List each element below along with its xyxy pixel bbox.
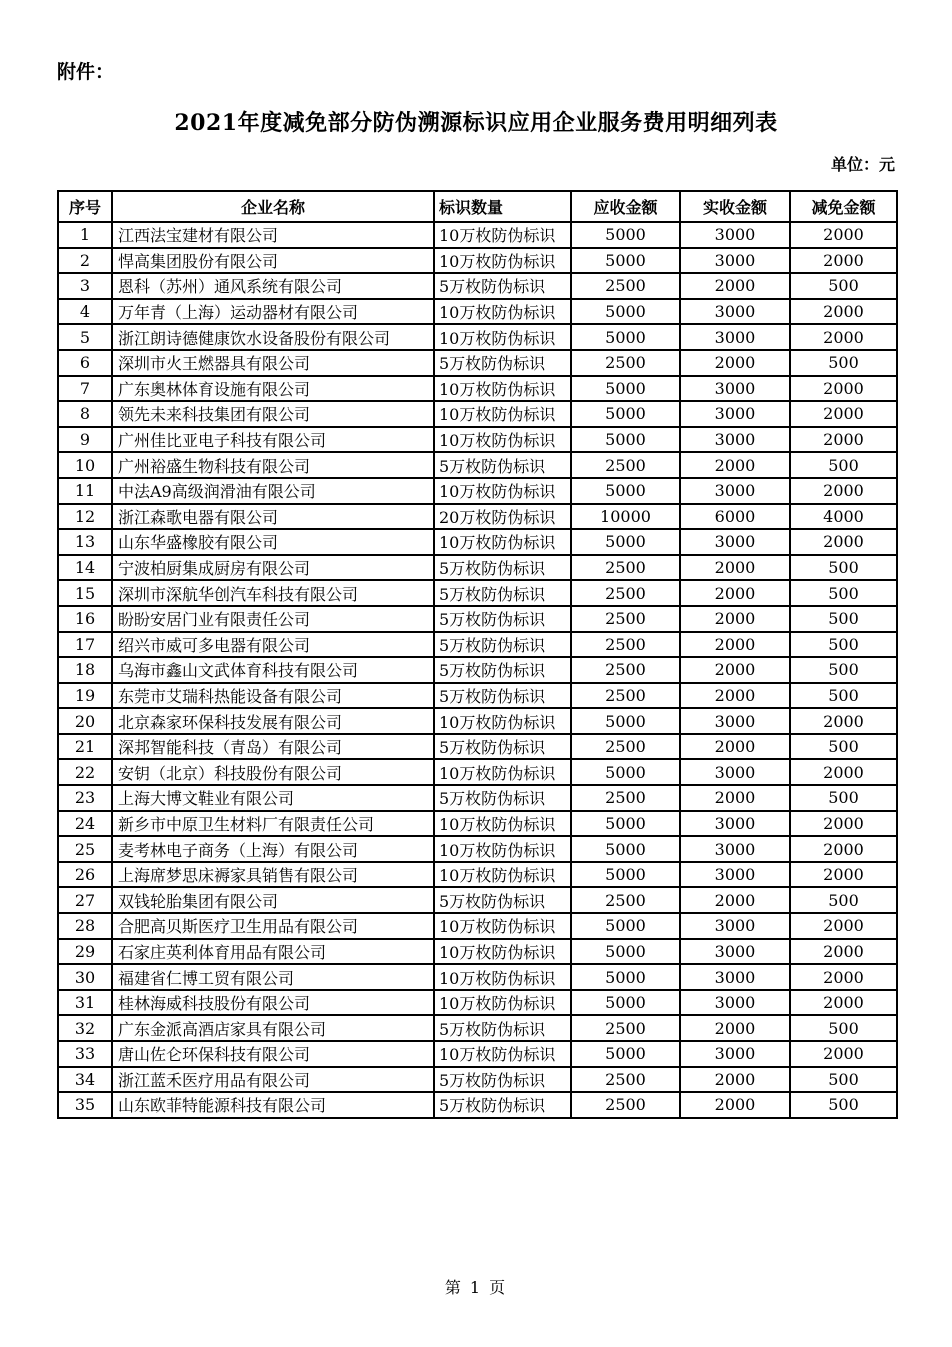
received-amount: 3000 [680,939,790,965]
reduced-amount: 500 [790,657,897,683]
row-number: 15 [58,580,112,606]
reduced-amount: 500 [790,580,897,606]
label-quantity: 10万枚防伪标识 [434,376,571,402]
company-name: 万年青（上海）运动器材有限公司 [112,299,434,325]
page-title: 2021年度减免部分防伪溯源标识应用企业服务费用明细列表 [174,110,778,136]
company-name: 安钥（北京）科技股份有限公司 [112,759,434,785]
receivable-amount: 5000 [571,529,680,555]
receivable-amount: 5000 [571,759,680,785]
company-name: 盼盼安居门业有限责任公司 [112,606,434,632]
row-number: 2 [58,248,112,274]
reduced-amount: 2000 [790,862,897,888]
table-row [58,759,897,785]
table-row [58,1041,897,1067]
receivable-amount: 5000 [571,324,680,350]
reduced-amount: 2000 [790,376,897,402]
row-number: 3 [58,273,112,299]
reduced-amount: 2000 [790,324,897,350]
received-amount: 3000 [680,324,790,350]
label-quantity: 10万枚防伪标识 [434,964,571,990]
table-row [58,836,897,862]
receivable-amount: 2500 [571,580,680,606]
label-quantity: 5万枚防伪标识 [434,1015,571,1041]
receivable-amount: 5000 [571,299,680,325]
company-name: 领先未来科技集团有限公司 [112,401,434,427]
received-amount: 3000 [680,299,790,325]
table-row [58,990,897,1016]
row-number: 22 [58,759,112,785]
received-amount: 2000 [680,887,790,913]
received-amount: 3000 [680,759,790,785]
received-amount: 3000 [680,427,790,453]
row-number: 28 [58,913,112,939]
reduced-amount: 2000 [790,248,897,274]
company-name: 中法A9高级润滑油有限公司 [112,478,434,504]
receivable-amount: 10000 [571,504,680,530]
receivable-amount: 2500 [571,683,680,709]
company-name: 广州佳比亚电子科技有限公司 [112,427,434,453]
row-number: 23 [58,785,112,811]
reduced-amount: 2000 [790,478,897,504]
received-amount: 3000 [680,708,790,734]
table-row [58,632,897,658]
table-row [58,1015,897,1041]
receivable-amount: 5000 [571,376,680,402]
table-row [58,504,897,530]
row-number: 10 [58,452,112,478]
company-name: 北京森家环保科技发展有限公司 [112,708,434,734]
column-header-receivable: 应收金额 [571,191,680,222]
column-header-received: 实收金额 [680,191,790,222]
row-number: 7 [58,376,112,402]
received-amount: 2000 [680,1067,790,1093]
company-name: 广东奥林体育设施有限公司 [112,376,434,402]
row-number: 11 [58,478,112,504]
received-amount: 2000 [680,734,790,760]
received-amount: 2000 [680,606,790,632]
company-name: 山东华盛橡胶有限公司 [112,529,434,555]
label-quantity: 10万枚防伪标识 [434,836,571,862]
row-number: 27 [58,887,112,913]
reduced-amount: 500 [790,350,897,376]
receivable-amount: 2500 [571,1092,680,1118]
company-name: 广东金派高酒店家具有限公司 [112,1015,434,1041]
received-amount: 3000 [680,836,790,862]
column-header-company: 企业名称 [112,191,434,222]
company-name: 深圳市深航华创汽车科技有限公司 [112,580,434,606]
received-amount: 3000 [680,529,790,555]
company-name: 江西法宝建材有限公司 [112,222,434,248]
received-amount: 3000 [680,478,790,504]
company-name: 浙江朗诗德健康饮水设备股份有限公司 [112,324,434,350]
company-name: 上海席梦思床褥家具销售有限公司 [112,862,434,888]
table-row [58,324,897,350]
table-row [58,862,897,888]
company-name: 唐山佐仑环保科技有限公司 [112,1041,434,1067]
header-row [58,191,897,222]
receivable-amount: 5000 [571,427,680,453]
received-amount: 6000 [680,504,790,530]
label-quantity: 10万枚防伪标识 [434,1041,571,1067]
row-number: 1 [58,222,112,248]
reduced-amount: 2000 [790,708,897,734]
received-amount: 3000 [680,1041,790,1067]
label-quantity: 5万枚防伪标识 [434,785,571,811]
reduced-amount: 2000 [790,811,897,837]
table-row [58,606,897,632]
receivable-amount: 2500 [571,452,680,478]
table-row [58,376,897,402]
company-name: 深邦智能科技（青岛）有限公司 [112,734,434,760]
received-amount: 3000 [680,222,790,248]
receivable-amount: 5000 [571,1041,680,1067]
label-quantity: 5万枚防伪标识 [434,606,571,632]
row-number: 31 [58,990,112,1016]
table-row [58,580,897,606]
company-name: 宁波柏厨集成厨房有限公司 [112,555,434,581]
table-row [58,939,897,965]
reduced-amount: 2000 [790,759,897,785]
receivable-amount: 5000 [571,478,680,504]
row-number: 6 [58,350,112,376]
label-quantity: 10万枚防伪标识 [434,299,571,325]
company-name: 东莞市艾瑞科热能设备有限公司 [112,683,434,709]
column-header-quantity: 标识数量 [434,191,571,222]
receivable-amount: 5000 [571,913,680,939]
unit-label: 单位：元 [830,155,895,174]
reduced-amount: 500 [790,632,897,658]
table-row [58,887,897,913]
company-name: 绍兴市威可多电器有限公司 [112,632,434,658]
company-name: 桂林海威科技股份有限公司 [112,990,434,1016]
table-row [58,1092,897,1118]
table-row [58,811,897,837]
table-row [58,708,897,734]
table-row [58,222,897,248]
table-row [58,555,897,581]
receivable-amount: 5000 [571,708,680,734]
page-number: 第 1 页 [444,1278,508,1297]
row-number: 16 [58,606,112,632]
row-number: 25 [58,836,112,862]
label-quantity: 10万枚防伪标识 [434,401,571,427]
reduced-amount: 2000 [790,1041,897,1067]
receivable-amount: 2500 [571,734,680,760]
row-number: 30 [58,964,112,990]
row-number: 12 [58,504,112,530]
table-row [58,734,897,760]
received-amount: 2000 [680,683,790,709]
receivable-amount: 2500 [571,606,680,632]
receivable-amount: 2500 [571,887,680,913]
company-name: 双钱轮胎集团有限公司 [112,887,434,913]
received-amount: 3000 [680,913,790,939]
table-row [58,964,897,990]
reduced-amount: 2000 [790,836,897,862]
company-name: 乌海市鑫山文武体育科技有限公司 [112,657,434,683]
company-name: 麦考林电子商务（上海）有限公司 [112,836,434,862]
receivable-amount: 5000 [571,811,680,837]
receivable-amount: 2500 [571,273,680,299]
label-quantity: 10万枚防伪标识 [434,529,571,555]
row-number: 34 [58,1067,112,1093]
row-number: 4 [58,299,112,325]
label-quantity: 10万枚防伪标识 [434,862,571,888]
reduced-amount: 500 [790,785,897,811]
received-amount: 2000 [680,350,790,376]
fee-table-header [58,191,897,222]
reduced-amount: 2000 [790,913,897,939]
received-amount: 2000 [680,657,790,683]
label-quantity: 5万枚防伪标识 [434,273,571,299]
label-quantity: 10万枚防伪标识 [434,222,571,248]
table-row [58,913,897,939]
label-quantity: 10万枚防伪标识 [434,708,571,734]
row-number: 29 [58,939,112,965]
label-quantity: 5万枚防伪标识 [434,632,571,658]
label-quantity: 10万枚防伪标识 [434,939,571,965]
label-quantity: 5万枚防伪标识 [434,555,571,581]
label-quantity: 5万枚防伪标识 [434,1092,571,1118]
column-header-no: 序号 [58,191,112,222]
label-quantity: 5万枚防伪标识 [434,683,571,709]
table-row [58,785,897,811]
row-number: 24 [58,811,112,837]
company-name: 福建省仁博工贸有限公司 [112,964,434,990]
table-row [58,273,897,299]
label-quantity: 5万枚防伪标识 [434,887,571,913]
received-amount: 2000 [680,555,790,581]
reduced-amount: 2000 [790,401,897,427]
reduced-amount: 2000 [790,299,897,325]
label-quantity: 10万枚防伪标识 [434,427,571,453]
receivable-amount: 5000 [571,964,680,990]
row-number: 9 [58,427,112,453]
table-row [58,1067,897,1093]
label-quantity: 5万枚防伪标识 [434,580,571,606]
reduced-amount: 500 [790,273,897,299]
label-quantity: 5万枚防伪标识 [434,657,571,683]
label-quantity: 20万枚防伪标识 [434,504,571,530]
reduced-amount: 2000 [790,990,897,1016]
received-amount: 2000 [680,632,790,658]
row-number: 20 [58,708,112,734]
attachment-label: 附件： [57,61,115,83]
received-amount: 3000 [680,248,790,274]
receivable-amount: 2500 [571,1015,680,1041]
received-amount: 2000 [680,1015,790,1041]
row-number: 32 [58,1015,112,1041]
received-amount: 3000 [680,376,790,402]
received-amount: 2000 [680,580,790,606]
receivable-amount: 5000 [571,990,680,1016]
receivable-amount: 2500 [571,350,680,376]
row-number: 21 [58,734,112,760]
table-row [58,427,897,453]
row-number: 18 [58,657,112,683]
table-row [58,478,897,504]
received-amount: 3000 [680,401,790,427]
row-number: 19 [58,683,112,709]
reduced-amount: 2000 [790,222,897,248]
received-amount: 2000 [680,452,790,478]
row-number: 35 [58,1092,112,1118]
receivable-amount: 2500 [571,632,680,658]
table-row [58,529,897,555]
company-name: 广州裕盛生物科技有限公司 [112,452,434,478]
fee-table [57,190,898,1119]
row-number: 8 [58,401,112,427]
receivable-amount: 5000 [571,862,680,888]
receivable-amount: 2500 [571,785,680,811]
label-quantity: 10万枚防伪标识 [434,324,571,350]
table-row [58,350,897,376]
company-name: 山东欧菲特能源科技有限公司 [112,1092,434,1118]
label-quantity: 10万枚防伪标识 [434,759,571,785]
table-row [58,683,897,709]
receivable-amount: 5000 [571,401,680,427]
row-number: 33 [58,1041,112,1067]
table-row [58,401,897,427]
table-row [58,299,897,325]
received-amount: 3000 [680,811,790,837]
label-quantity: 10万枚防伪标识 [434,811,571,837]
receivable-amount: 5000 [571,939,680,965]
label-quantity: 10万枚防伪标识 [434,990,571,1016]
label-quantity: 5万枚防伪标识 [434,1067,571,1093]
reduced-amount: 500 [790,606,897,632]
received-amount: 2000 [680,785,790,811]
received-amount: 3000 [680,990,790,1016]
row-number: 26 [58,862,112,888]
label-quantity: 5万枚防伪标识 [434,734,571,760]
label-quantity: 10万枚防伪标识 [434,478,571,504]
reduced-amount: 500 [790,452,897,478]
label-quantity: 10万枚防伪标识 [434,248,571,274]
company-name: 恩科（苏州）通风系统有限公司 [112,273,434,299]
receivable-amount: 5000 [571,248,680,274]
reduced-amount: 4000 [790,504,897,530]
reduced-amount: 500 [790,555,897,581]
reduced-amount: 2000 [790,939,897,965]
receivable-amount: 2500 [571,555,680,581]
company-name: 浙江蓝禾医疗用品有限公司 [112,1067,434,1093]
received-amount: 2000 [680,1092,790,1118]
company-name: 合肥高贝斯医疗卫生用品有限公司 [112,913,434,939]
reduced-amount: 500 [790,734,897,760]
row-number: 14 [58,555,112,581]
reduced-amount: 500 [790,1092,897,1118]
table-row [58,248,897,274]
reduced-amount: 2000 [790,964,897,990]
company-name: 上海大博文鞋业有限公司 [112,785,434,811]
table-row [58,657,897,683]
reduced-amount: 500 [790,1015,897,1041]
label-quantity: 5万枚防伪标识 [434,452,571,478]
reduced-amount: 2000 [790,427,897,453]
label-quantity: 5万枚防伪标识 [434,350,571,376]
received-amount: 2000 [680,273,790,299]
row-number: 13 [58,529,112,555]
company-name: 悍高集团股份有限公司 [112,248,434,274]
reduced-amount: 500 [790,1067,897,1093]
received-amount: 3000 [680,964,790,990]
column-header-reduced: 减免金额 [790,191,897,222]
label-quantity: 10万枚防伪标识 [434,913,571,939]
receivable-amount: 5000 [571,222,680,248]
company-name: 新乡市中原卫生材料厂有限责任公司 [112,811,434,837]
company-name: 浙江森歌电器有限公司 [112,504,434,530]
table-row [58,452,897,478]
company-name: 深圳市火王燃器具有限公司 [112,350,434,376]
reduced-amount: 2000 [790,529,897,555]
receivable-amount: 2500 [571,1067,680,1093]
company-name: 石家庄英利体育用品有限公司 [112,939,434,965]
receivable-amount: 5000 [571,836,680,862]
fee-table-body [58,222,897,1118]
reduced-amount: 500 [790,887,897,913]
receivable-amount: 2500 [571,657,680,683]
reduced-amount: 500 [790,683,897,709]
row-number: 17 [58,632,112,658]
received-amount: 3000 [680,862,790,888]
row-number: 5 [58,324,112,350]
